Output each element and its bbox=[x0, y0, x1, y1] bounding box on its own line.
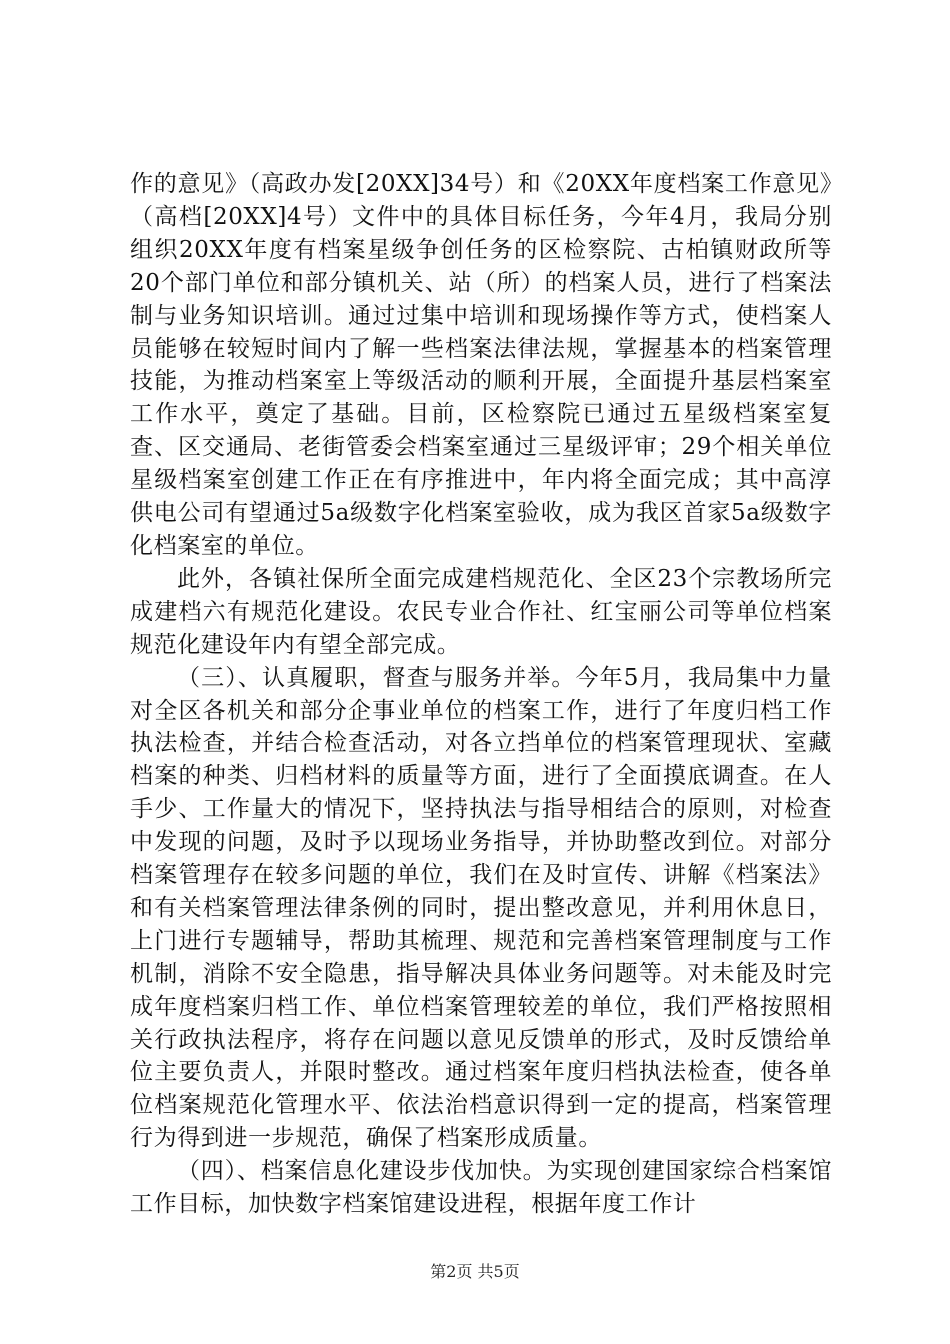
paragraph-2: 此外，各镇社保所全面完成建档规范化、全区23个宗教场所完成建档六有规范化建设。农民专业合作社、红宝丽公司等单位档案规范化建设年内有望全部完成。 bbox=[130, 565, 832, 658]
paragraph-1: 作的意见》（高政办发[20XX]34号）和《20XX年度档案工作意见》（高档[20XX]4号）文件中的具体目标任务，今年4月，我局分别组织20XX年度有档案星级争创任务的区检察院、古柏镇财政所等20个部门单位和部分镇机关、站（所）的档案人员，进行了档案法制与业务知识培训。通过过集中培训和现场操作等方式，使档案人员能够在较短时间内了解一些档案法律法规，掌握基本的档案管理技能，为推动档案室上等级活动的顺利开展，全面提升基层档案室工作水平，奠定了基础。目前，区检察院已通过五星级档案室复查、区交通局、老街管委会档案室通过三星级评审；29个相关单位星级档案室创建工作正在有序推进中，年内将全面完成；其中高淳供电公司有望通过5a级数字化档案室验收，成为我区首家5a级数字化档案室的单位。 bbox=[130, 171, 832, 559]
page-number-footer: 第2页 共5页 bbox=[430, 1262, 520, 1281]
paragraph-3: （三）、认真履职，督查与服务并举。今年5月，我局集中力量对全区各机关和部分企事业单位的档案工作，进行了年度归档工作执法检查，并结合检查活动，对各立挡单位的档案管理现状、室藏档案的种类、归档材料的质量等方面，进行了全面摸底调查。在人手少、工作量大的情况下，坚持执法与指导相结合的原则，对检查中发现的问题，及时予以现场业务指导，并协助整改到位。对部分档案管理存在较多问题的单位，我们在及时宣传、讲解《档案法》和有关档案管理法律条例的同时，提出整改意见，并利用休息日，上门进行专题辅导，帮助其梳理、规范和完善档案管理制度与工作机制，消除不安全隐患，指导解决具体业务问题等。对未能及时完成年度档案归档工作、单位档案管理较差的单位，我们严格按照相关行政执法程序，将存在问题以意见反馈单的形式，及时反馈给单位主要负责人，并限时整改。通过档案年度归档执法检查，使各单位档案规范化管理水平、依法治档意识得到一定的提高，档案管理行为得到进一步规范，确保了档案形成质量。 bbox=[130, 664, 832, 1152]
document-body bbox=[130, 168, 832, 1221]
paragraph-4: （四）、档案信息化建设步伐加快。为实现创建国家综合档案馆工作目标，加快数字档案馆建设进程，根据年度工作计 bbox=[130, 1158, 832, 1218]
